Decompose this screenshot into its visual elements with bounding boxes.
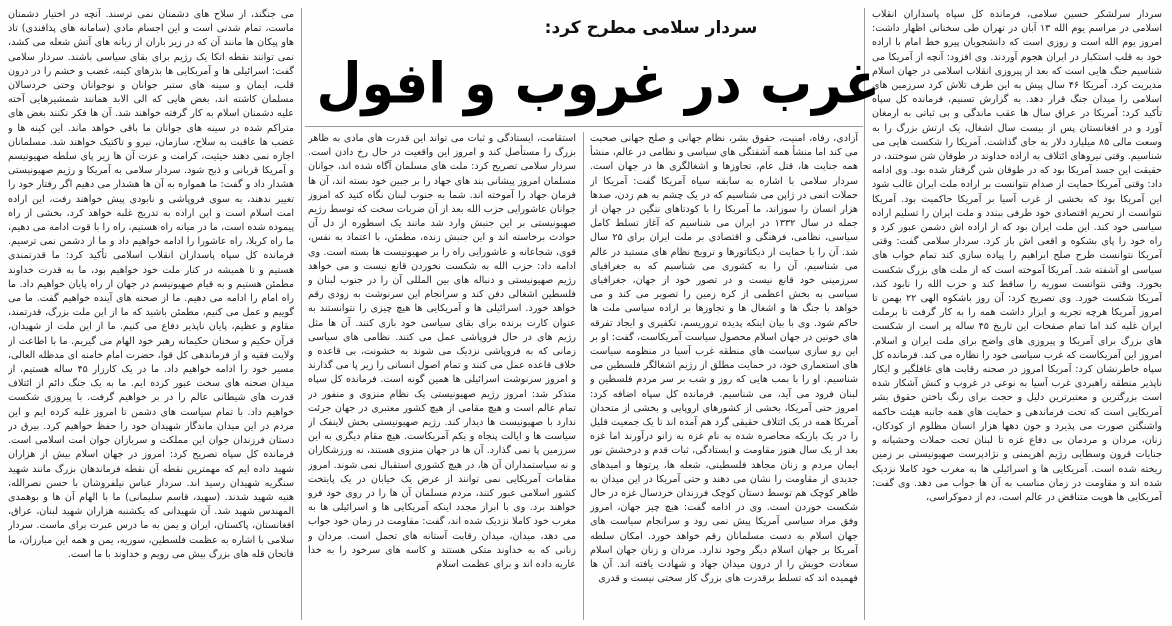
article-column-3: [308, 132, 576, 620]
column-3-text: استقامت، ایستادگی و ثبات می تواند این قدرت های مادی به ظاهر بزرگ را مستأصل کند و امروز این واقعیت در حال رخ دادن است. سردار سلامی تصریح کرد: ملت های مسلمان آگاه شده اند، جوانان مسلمان امروز پیشانی بند های جهاد را بر جبین خود بسته اند، آن ها فرمان جهاد را آموخته اند. شما به جنوب لبنان نگاه کنید که امروز جوانان عاشورایی حزب الله بعد از آن ضربات سخت که توسط رژیم صهیونیستی بر این جنبش وارد شد مانند یک اسطوره از دل آن حوادث برخاسته اند و این جنبش زنده، مطمئن، با اعتماد به نفس، قوی، شجاعانه و عاشورایی راه را بر صهیونیست ها بسته است. وی ادامه داد: حزب الله به شکست نخوردن قانع نیست و می خواهد رژیم صهیونیستی و دنباله های بین المللی آن را در جنوب لبنان و فلسطین اشغالی دفن کند و سرانجام این سرنوشت به زودی رقم خواهد خورد. اسرائیلی ها و آمریکایی ها هیچ چیزی را نتوانستند به عنوان کارت برنده برای بقای سیاسی خود بازی کنند. آن ها مثل رژیم های در حال فروپاشی عمل می کنند. نظامی های سیاسی زمانی که به فروپاشی نزدیک می شوند به خشونت، بی قاعده و خلاف قاعده عمل می کنند و تمام اصول انسانی را زیر پا می گذارند و امروز سرنوشت اسرائیلی ها همین گونه است. فرمانده کل سپاه متذکر شد: امروز رژیم صهیونیستی یک نظام منزوی و منفور در تمام عالم است و هیچ مقامی از هیچ کشور معتبری در جهان جرئت ندارد با صهیونیست ها دیدار کند. رژیم صهیونیستی بخش لاینفک از سیاست ها و ایالت پنجاه و یکم آمریکاست. هیچ مقام دیگری به این سرزمین پا نمی گذارد. آن ها در جهان منزوی هستند، نه ورزشکاران و نه سیاستمداران آن ها، در هیچ کشوری استقبال نمی شوند. امروز مقامات آمریکایی نمی توانند از عرض یک خیابان در یک پایتخت کشور اسلامی عبور کنند، مردم مسلمان آن ها را در روی خود فرو خواهند برد. وی با ابراز مجدد اینکه آمریکایی ها و اسرائیلی ها به مغرب خود کاملا نزدیک شده اند، گفت: مقاومت در زمان خود جواب می دهد، میدان، میدان رقابت آستانه های تحمل است. مردان و زنانی که به خداوند متکی هستند و کاسه های سرخود را به خدا عاریه داده اند و برای عظمت اسلام: [308, 133, 576, 571]
article-kicker: سردار سلامی مطرح کرد:: [544, 18, 758, 38]
article-column-2: [590, 132, 858, 620]
article-column-4: [8, 8, 294, 620]
column-divider: [301, 8, 302, 620]
article-headline: غرب در غروب و افول: [316, 51, 880, 117]
column-1-text: سردار سرلشکر حسین سلامی، فرمانده کل سپاه پاسداران انقلاب اسلامی در مراسم یوم الله ۱۳ آبان در تهران طی سخنانی اظهار داشت: امروز یوم الله است و روزی است که دانشجویان پیرو خط امام با اراده خود به قلب استکبار در ایران هجوم آوردند. وی افزود: آنچه از آمریکا می شناسیم جنگ هایی است که بعد از پیروزی انقلاب اسلامی در جهان اسلام مدیریت کرد. آمریکا ۴۶ سال پیش به این طرف تلاش کرد سرزمین های اسلامی را میدان جنگ قرار دهد. به گزارش تسنیم، فرمانده کل سپاه تأکید کرد: آمریکا در عراق سال ها عقب ماندگی و بی ثباتی به ارمغان آورد و در افغانستان پس از بیست سال اشغال، یک ارتش بزرگ را به وسعت مالی ۸۵ میلیارد دلار به جای گذاشت. آمریکا را شکست هایی می شناسیم. وقتی نیروهای ائتلاف به اراده خداوند در طوفان شن سوختند، در حقیقت این جسد آمریکا بود که در طوفان شن گرفتار شده بود. وی ادامه داد: وقتی آمریکا حمایت از صدام نتوانست بر اراده ملت ایران غالب شود این آمریکا بود که بخشی از غرب آسیا بر آمریکا حاکمیت بود. آمریکا نتوانست از تحریم اقتصادی خود طرفی ببندد و ملت ایران را تسلیم اراده سیاسی خود کند. این ملت ایران بود که از اراده اش دشمن عبور کرد و راه خود را پای بشکوه و اقعی اش باز کرد. سردار سلامی گفت: وقتی آمریکا نتوانست طرح صلح ابراهیم را پیاده سازی کند تمام خواب های سیاسی او آشفته شد. آمریکا آموخته است که از ملت های بزرگ شکست بخورد. وقتی نتوانست سوریه را ساقط کند و حزب الله را نابود کند، آمریکا شکست خورد. وی تصریح کرد: آن روز باشکوه الهی ۲۲ بهمن تا امروز آمریکا هرچه تجربه و ابزار داشت همه را به کار گرفت تا برملت ایران غلبه کند اما تمام صفحات این تاریخ ۴۵ ساله پر است از شکست های بزرگ برای آمریکا و پیروزی های واضح برای ملت ایران و اسلام. امروز این آمریکاست که غرب سیاسی خود را نظاره می کند. فرمانده کل سپاه خاطرنشان کرد: آمریکا امروز در صحنه رقابت های غافلگیر و ایکار ناپذیر منطقه راهبردی غرب آسیا به نوعی در غروب و کنش آشکار شده است بزرگترین و معتبرترین دلیل و حجت برای رنگ باختن حقوق بشر آمریکایی است که تحت فرماندهی و حمایت های همه جانبه هیئت حاکمه واشنگتن صورت می پذیرد و خون دهها هزار انسان مظلوم از کودکان، زنان، مردان و مردمان بی دفاع غزه تا لبنان تحت حملات وحشیانه و جنایات قرون وسطایی رژیم اهریمنی و نژادپرست صهیونیستی بر زمین ریخته شده است. آمریکایی ها و اسرائیلی ها به مغرب خود کاملا نزدیک شده اند و مقاومت در زمان مناسب به آن ها جواب می دهد. وی گفت: آمریکایی ها هویت متناقض در عالم است، دم از دموکراسی،: [872, 9, 1162, 503]
column-2-text: آزادی، رفاه، امنیت، حقوق بشر، نظام جهانی و صلح جهانی صحبت می کند اما منشأ همه آشفتگی های سیاسی و نظامی در عالم، منشأ همه جنایت ها، قتل عام، تجاوزها و اشغالگری ها در جهان است. سردار سلامی با اشاره به سابقه سیاه آمریکا گفت: آمریکا از حملات اتمی در ژاپن می شناسیم که در یک چشم به هم زدن، صدها هزار انسان را سوزاند، ما آمریکا را با کودتاهای ننگین در جهان از جمله در سال ۱۳۳۲ در ایران می شناسیم که آغاز تسلط کامل سیاسی، نظامی، فرهنگی و اقتصادی بر ملت ایران برای ۲۵ سال شد. آن را با حمایت از دیکتاتورها و ترویج نظام های مستبد در عالم می شناسیم. آن را به کشوری می شناسیم که به جغرافیای سرزمینی خود قانع نیست و در تصور خود از جهان، جغرافیای سیاسی به بخش اعظمی از کره زمین را تصویر می کند و می خواهد با جنگ ها و اشغال ها و تجاوزها بر اراده سیاسی ملت ها حاکم شود. وی با بیان اینکه پدیده تروریسم، تکفیری و ایجاد تفرقه های خونین در جهان اسلام محصول سیاست آمریکاست، گفت: او بر این رو سازی سیاست های منطقه غرب آسیا در منظومه سیاست های استعماری خود، در حمایت مطلق از رژیم اشغالگر فلسطین می شناسیم. او را با بمب هایی که روز و شب بر سر مردم فلسطین و لبنان فرود می آید، می شناسیم. فرمانده کل سپاه اضافه کرد: امروز حتی آمریکا، بخشی از کشورهای اروپایی و بخشی از متحدان آمریکا همه در یک ائتلاف حقیقی گرد هم آمده اند تا یک جمعیت قلیل را در یک باریکه محاصره شده به نام غزه به زانو درآورند اما غزه بعد از یک سال هنوز مقاومت و ایستادگی، ثبات قدم و درخشش نور ایمان مردم و زنان مجاهد فلسطینی، شعله ها، پرتوها و امیدهای جدیدی از مقاومت را نشان می دهند و حتی آمریکا در این میدان به ظاهر کوچک هم توسط دستان کوچک فرزندان خردسال غزه در حال شکست خوردن است. وی در ادامه گفت: هیچ چیز جهان، امروز وفق مراد سیاسی آمریکا پیش نمی رود و سرانجام سیاست های جهان اسلام به دست مسلمانان رقم خواهد خورد. امکان سلطه آمریکا بر جهان اسلام دیگر وجود ندارد. مردان و زنان جهان اسلام سعادت خویش را از درون میدان جهاد و شهادت یافته اند. آن ها فهمیده اند که تسلط برقدرت های بزرگ کار سختی نیست و قدری: [590, 133, 858, 585]
column-divider: [583, 132, 584, 620]
column-4-text: می جنگند، از سلاح های دشمنان نمی ترسند. آنچه در اختیار دشمنان ماست، تمام شدنی است و این اجسام مادی (سامانه های پدافندی) تاد هاو پیکان ها مانند آن که در زیر باران از زبانه های آتش شعله می کشد، نمی توانند نقطه اتکا یک رژیم برای بقای سیاسی باشند. سردار سلامی گفت: اسرائیلی ها و آمریکایی ها بذرهای کینه، غضب و خشم را در درون قلب، ایمان و سینه های ستبر جوانان و نوجوانان وحتی خردسالان مسلمان کاشته اند، بغض هایی که الی الابد همانند شمشیرهایی آخته علیه دشمنان اسلام به کار گرفته خواهند شد. آن ها فکر نکنند بغض های متراکم شده در سینه های جوانان ما باقی خواهد ماند. این کینه ها و غضب ها عاقبت به سلاح، سازمان، نیرو و تاکتیک خواهند شد. مسلمانان اجازه نمی دهند حیثیت، کرامت و عزت آن ها زیر پای سلطه صهیونیسم و آمریکا قربانی و ذبح شود. سردار سلامی به آمریکا و رژیم صهیونیستی هشدار داد و گفت: ما همواره به آن ها هشدار می دهیم اگر رفتار خود را تغییر ندهند، به سوی فروپاشی و نابودی پیش خواهند رفت، این اراده امت اسلام است و این اراده به تدریج غلبه خواهد کرد، بخشی از راه پیموده شده است، ما در میانه راه هستیم، راه را با قوت ادامه می دهیم، ما راه کربلا، راه عاشورا را ادامه خواهیم داد و ما از دشمن نمی ترسیم. فرمانده کل سپاه پاسداران انقلاب اسلامی تأکید کرد: ما قدرتمندی هستیم و تا همیشه در کنار ملت خود خواهیم بود، ما به قدرت خداوند مطمئن هستیم و به قیام صهیونیسم در جهان از راه پایان خواهیم داد. ما راه امام را ادامه می دهیم. ما از صحنه های آینده خواهیم گفت. ما می گوییم و عمل می کنیم، مطمئن باشید که ما از این ملت بزرگ، قدرتمند، مقاوم و عظیم، پایان ناپذیر دفاع می کنیم. ما از این ملت از شهیدان، قرآن حکیم و سخنان حکیمانه رهبر خود الهام می گیریم. ما با اطاعت از ولایت فقیه و از فرماندهی کل قوا، حضرت امام خامنه ای مدظله العالی، مسیر خود را ادامه خواهیم داد. ما در یک کارزار ۴۵ ساله هستیم، از میدان صحنه های سخت عبور کرده ایم. ما به یک جنگ دائم از ائتلاف قدرت های شیطانی عالم را در بر خواهیم گرفت. با پیروزی شکست خواهیم داد. با تمام سیاست های دشمن تا امروز غلبه کرده ایم و این مردم در این میدان ماندگار شهیدان خود را حفظ خواهیم کرد. بیرق در دستان فرزندان جوان این مملکت و سربازان جوان امت اسلامی است. فرمانده کل سپاه تصریح کرد: امروز در جهان اسلام بیش از هزاران شهید داده ایم که مهمترین نقطه آن نقطه فرماندهان بزرگ مانند شهید سنگریه شهیدان رسید اند. سردار عباس نیلفروشان با حسن نصرالله، هنیه شهید شدند. (سهید، قاسم سلیمانی) ما با الهام آن ها و بوهمدی المهندس شهید شد. آن شهیدانی که یکشنبه هزاران شهید لبنان، عراق، افغانستان، پاکستان، ایران و یمن به ما درس عبرت برای ماست. سردار سلامی با اشاره به عظمت فلسطین، سوریه، یمن و همه این مبارزان، ما فاتحان قله های بزرگ بیش می رویم و خداوند با ما است.: [8, 9, 294, 560]
headline-divider: [305, 126, 863, 127]
article-column-1: [872, 8, 1162, 620]
